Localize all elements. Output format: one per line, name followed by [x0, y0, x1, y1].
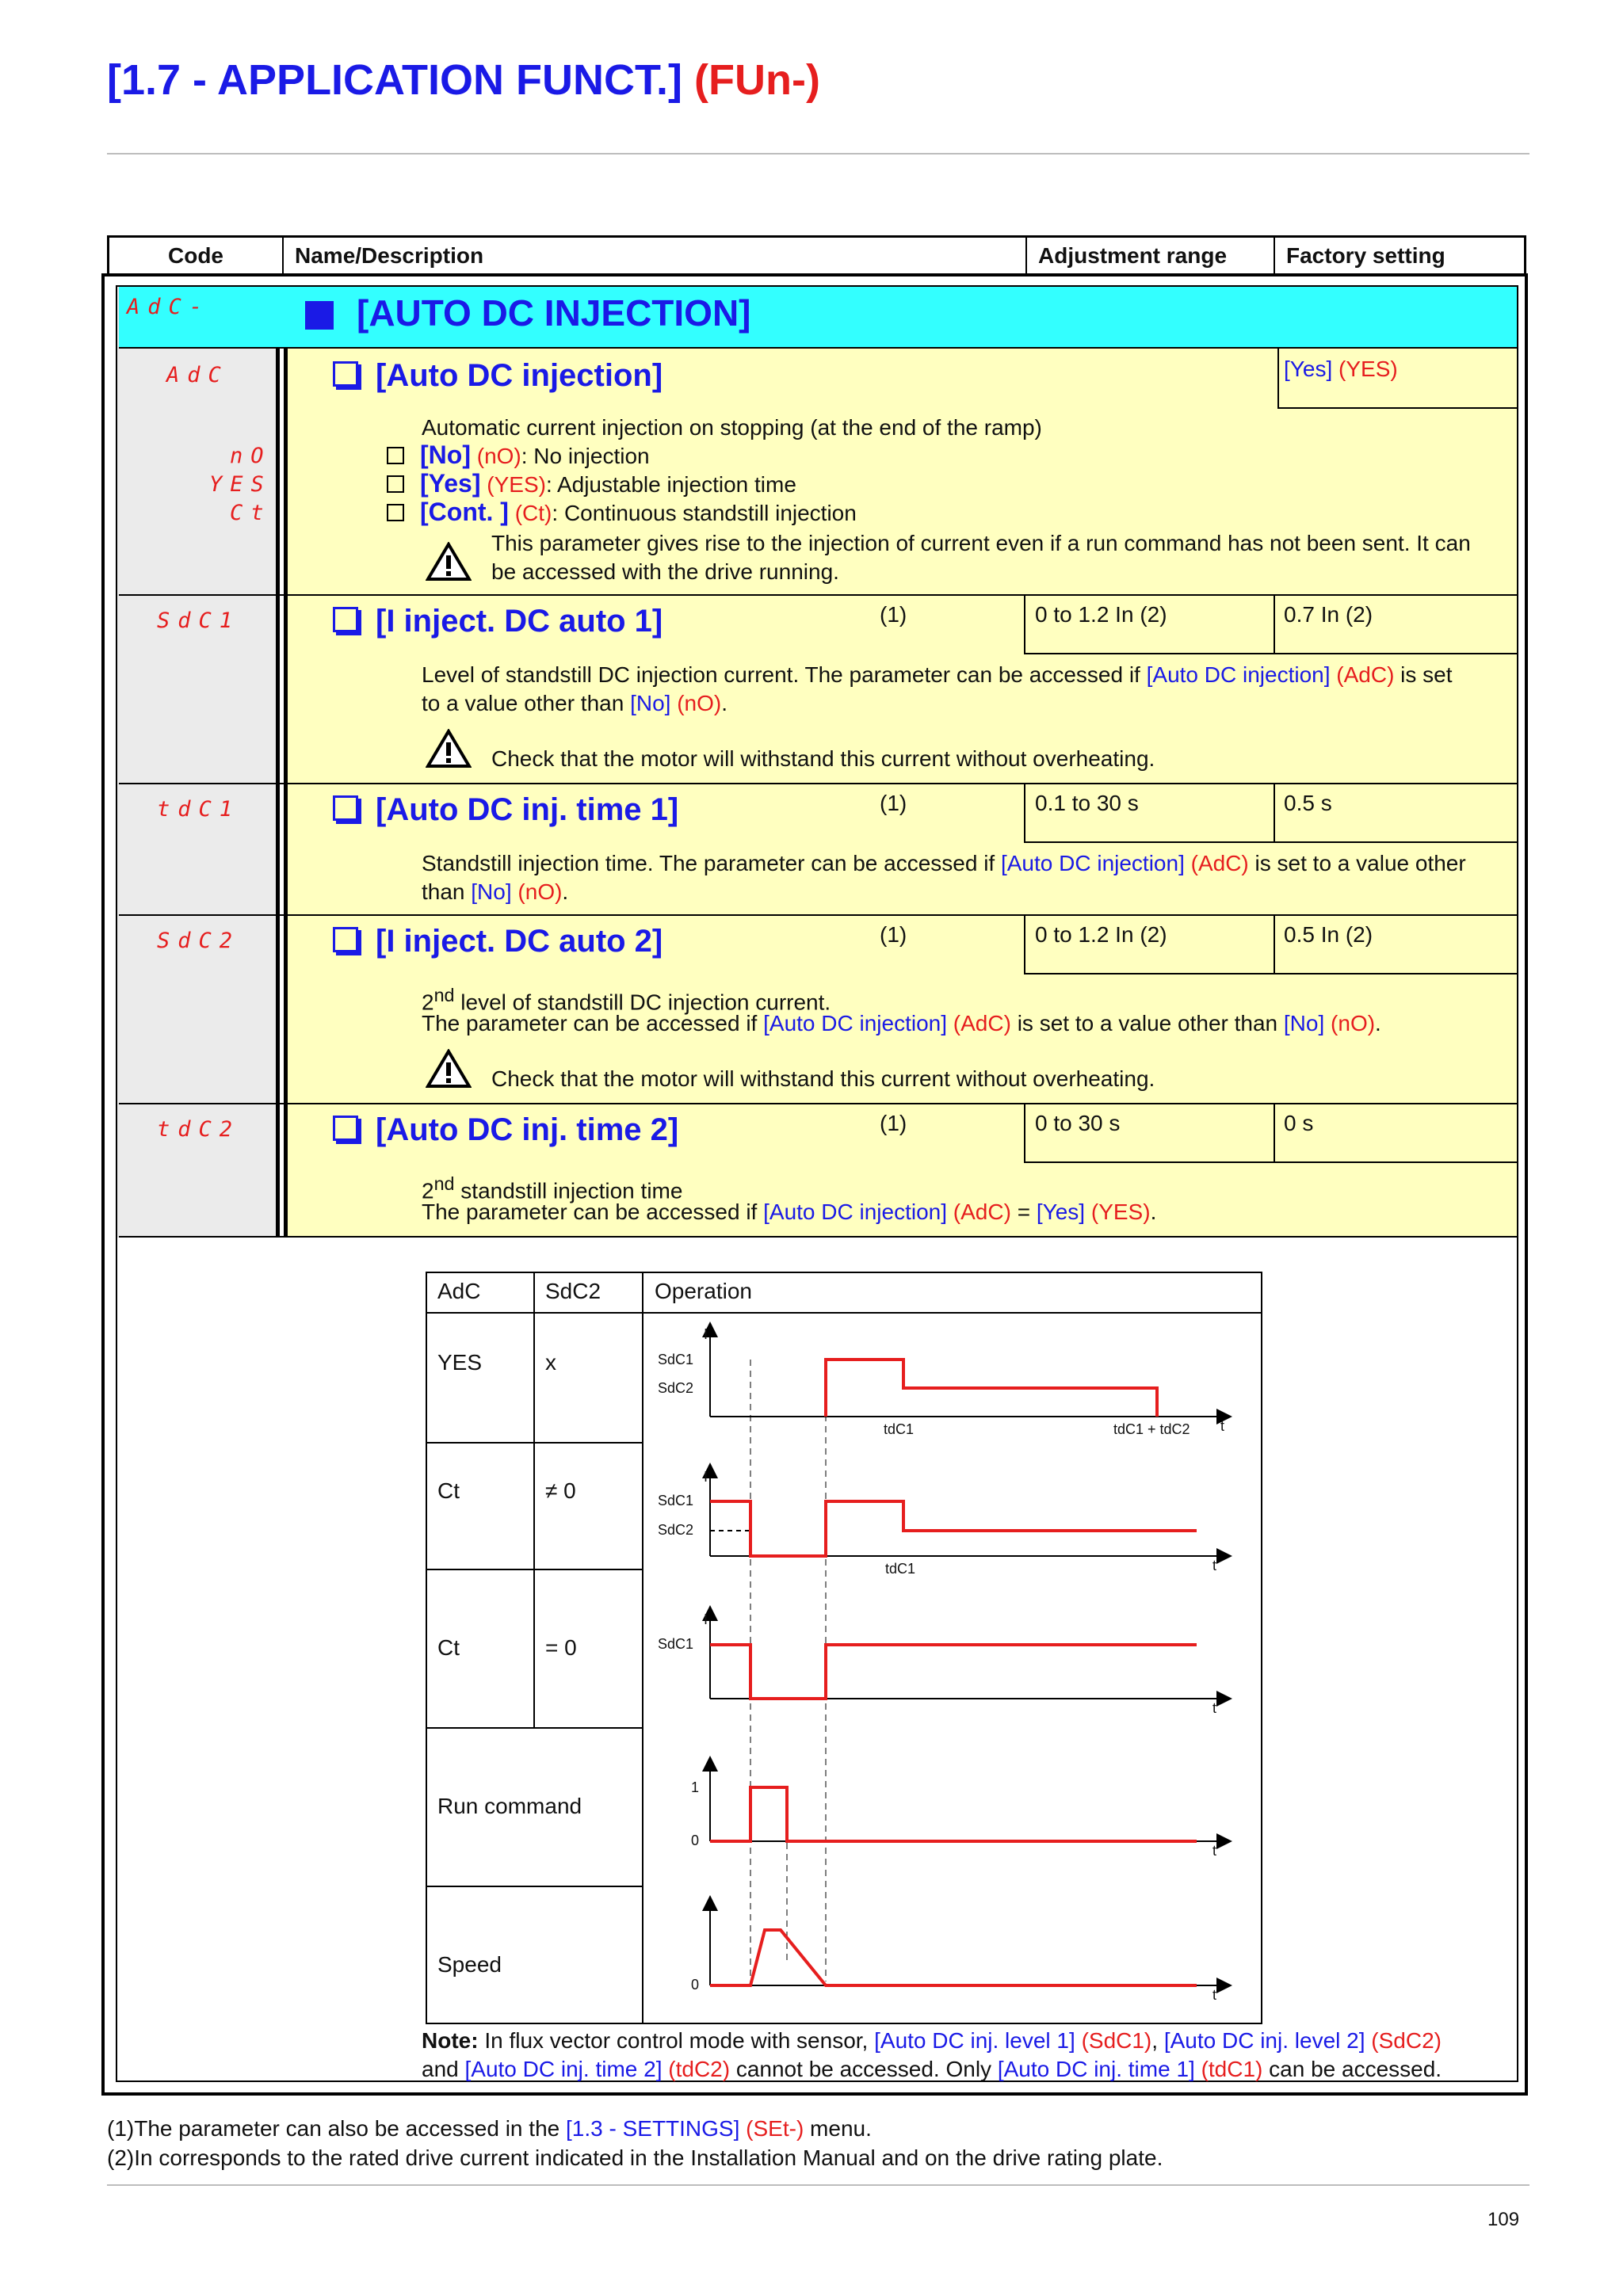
note-line-2: and [Auto DC inj. time 2] (tdC2) cannot be accessed. Only [Auto DC inj. time 1] (tdC1) can be accessed. — [422, 2057, 1442, 2081]
optable-divider — [533, 1272, 535, 1729]
param-desc-tdc1-2: than [No] (nO). — [422, 879, 569, 904]
optable-adc-yes: YES — [437, 1350, 483, 1375]
diagram-axis-t: t — [1220, 1418, 1225, 1434]
param-factory-tdc2: 0 s — [1284, 1111, 1314, 1135]
option-no: [No] (nO): No injection — [387, 441, 650, 470]
param-desc-tdc2-2: The parameter can be accessed if [Auto DC injection] (AdC) = [Yes] (YES). — [422, 1199, 1157, 1224]
table-header — [107, 235, 1526, 274]
optable-sdc2-ne0: ≠ 0 — [545, 1478, 576, 1503]
page-number: 109 — [1487, 2209, 1520, 2230]
code-separator — [276, 287, 280, 1238]
param-desc-sdc2-1: 2nd level of standstill DC injection current. — [422, 985, 831, 1015]
option-code-no: nO — [230, 444, 272, 468]
cell-divider — [1024, 594, 1025, 654]
param-code-tdc1: tdC1 — [157, 797, 241, 822]
option-yes: [Yes] (YES): Adjustable injection time — [387, 469, 796, 498]
optable-sdc2-x: x — [545, 1350, 556, 1375]
optable-divider — [426, 1727, 642, 1729]
footnote-2: (2)In corresponds to the rated drive current indicated in the Installation Manual and on the drive rating plate. — [107, 2145, 1163, 2170]
cell-divider — [1024, 914, 1025, 974]
param-desc-sdc1-2: to a value other than [No] (nO). — [422, 691, 727, 715]
cell-divider — [1024, 1103, 1025, 1163]
diagram-label-sdc1: SdC1 — [658, 1352, 694, 1367]
param-code-sdc1: SdC1 — [157, 608, 241, 633]
param-title-tdc2: [Auto DC inj. time 2] — [333, 1112, 678, 1148]
param-title-tdc1: [Auto DC inj. time 1] — [333, 792, 678, 828]
diagram-label-sdc1: SdC1 — [658, 1636, 694, 1652]
diagram-axis-t: t — [1212, 1700, 1217, 1716]
diagram-label-tdc1-tdc2: tdC1 + tdC2 — [1113, 1421, 1190, 1437]
diagram-label-sdc1: SdC1 — [658, 1493, 694, 1508]
param-desc-sdc1-1: Level of standstill DC injection current. The parameter can be accessed if [Auto DC injection] (AdC) is set — [422, 662, 1453, 687]
param-note-tdc1: (1) — [880, 791, 907, 815]
warning-icon — [426, 729, 472, 769]
optable-adc-ct: Ct — [437, 1635, 460, 1660]
checkbox-icon — [333, 927, 358, 952]
header-range: Adjustment range — [1027, 238, 1275, 274]
diagram-axis-t: t — [1212, 1558, 1217, 1573]
checkbox-icon — [333, 361, 358, 387]
param-factory-sdc2: 0.5 In (2) — [1284, 922, 1373, 947]
optable-header-adc: AdC — [437, 1279, 481, 1303]
param-title-sdc1: [I inject. DC auto 1] — [333, 604, 663, 639]
row-divider — [119, 914, 1517, 916]
cell-divider — [1024, 973, 1517, 974]
diagram-label-sdc2: SdC2 — [658, 1522, 694, 1538]
code-separator — [284, 287, 288, 1238]
optable-header-sdc2: SdC2 — [545, 1279, 601, 1303]
param-desc-tdc1-1: Standstill injection time. The parameter can be accessed if [Auto DC injection] (AdC) is set to a value other — [422, 851, 1466, 875]
warning-icon — [426, 1049, 472, 1089]
param-title-sdc2: [I inject. DC auto 2] — [333, 924, 663, 959]
optable-adc-ct: Ct — [437, 1478, 460, 1503]
param-desc-tdc2-1: 2nd standstill injection time — [422, 1173, 683, 1203]
cell-divider — [1274, 594, 1275, 654]
warning-text-sdc2: Check that the motor will withstand this current without overheating. — [491, 1066, 1155, 1091]
param-factory-tdc1: 0.5 s — [1284, 791, 1332, 815]
optable-header-operation: Operation — [655, 1279, 752, 1303]
page-title — [107, 55, 820, 105]
param-factory-sdc1: 0.7 In (2) — [1284, 602, 1373, 627]
cell-divider — [1274, 914, 1275, 974]
checkbox-icon — [333, 607, 358, 632]
diagram-label-tdc1: tdC1 — [884, 1421, 915, 1437]
cell-divider — [1024, 783, 1025, 843]
param-factory-adc: [Yes] (YES) — [1284, 357, 1398, 381]
param-note-tdc2: (1) — [880, 1111, 907, 1135]
header-factory: Factory setting — [1286, 243, 1445, 268]
header-code: Code — [109, 238, 284, 274]
diagram-label-one: 1 — [691, 1779, 700, 1795]
title-main: [1.7 - APPLICATION FUNCT.] — [107, 56, 682, 104]
param-code-sdc2: SdC2 — [157, 929, 241, 953]
title-code: (FUn-) — [694, 56, 820, 104]
optable-sdc2-eq0: = 0 — [545, 1635, 577, 1660]
footnote-1: (1)The parameter can also be accessed in the [1.3 - SETTINGS] (SEt-) menu. — [107, 2116, 872, 2141]
option-box-icon — [387, 504, 404, 521]
menu-title: [AUTO DC INJECTION] — [357, 292, 751, 334]
header-name: Name/Description — [284, 238, 1027, 274]
row-divider — [119, 594, 1517, 596]
warning-text-adc-2: be accessed with the drive running. — [491, 559, 839, 584]
row-divider — [119, 1103, 1517, 1104]
cell-divider — [1274, 783, 1275, 843]
footnotes — [107, 2114, 1163, 2172]
cell-divider — [1024, 841, 1517, 843]
param-code-tdc2: tdC2 — [157, 1117, 241, 1142]
optable-divider — [426, 1569, 642, 1570]
warning-text-sdc1: Check that the motor will withstand this current without overheating. — [491, 746, 1155, 771]
code-column — [117, 287, 276, 1238]
diagram-axis-i: I — [704, 1326, 708, 1342]
param-title-adc: [Auto DC injection] — [333, 358, 663, 394]
option-ct: [Cont. ] (Ct): Continuous standstill injection — [387, 498, 857, 527]
cell-divider — [1024, 653, 1517, 654]
param-range-sdc1: 0 to 1.2 In (2) — [1035, 602, 1167, 627]
param-code-adc: AdC — [166, 363, 229, 387]
param-note-sdc2: (1) — [880, 922, 907, 947]
param-range-tdc1: 0.1 to 30 s — [1035, 791, 1139, 815]
menu-code: AdC- — [127, 295, 211, 319]
checkbox-icon — [333, 1116, 358, 1141]
diagram-label-sdc2: SdC2 — [658, 1380, 694, 1396]
cell-divider — [1024, 1161, 1517, 1163]
option-box-icon — [387, 447, 404, 464]
option-code-ct: Ct — [230, 501, 272, 525]
note-line-1: Note: In flux vector control mode with sensor, [Auto DC inj. level 1] (SdC1), [Auto DC inj. level 2] (SdC2) — [422, 2028, 1442, 2053]
diagram-label-tdc1: tdC1 — [885, 1561, 916, 1577]
optable-speed: Speed — [437, 1952, 502, 1977]
param-desc-adc: Automatic current injection on stopping (at the end of the ramp) — [422, 415, 1042, 440]
warning-text-adc-1: This parameter gives rise to the injection of current even if a run command has not been sent. It can — [491, 531, 1471, 555]
menu-square-icon — [305, 301, 334, 330]
diagram-axis-t: t — [1212, 1843, 1217, 1859]
cell-divider — [1277, 349, 1279, 409]
footer-divider — [107, 2184, 1529, 2186]
warning-icon — [426, 542, 472, 582]
optable-divider — [426, 1442, 642, 1444]
diagram-label-zero: 0 — [691, 1977, 700, 1993]
cell-divider — [1274, 1103, 1275, 1163]
optable-run-command: Run command — [437, 1794, 582, 1818]
param-range-sdc2: 0 to 1.2 In (2) — [1035, 922, 1167, 947]
diagram-label-zero: 0 — [691, 1833, 700, 1848]
option-box-icon — [387, 475, 404, 493]
row-divider — [119, 1236, 1517, 1238]
operation-diagrams — [642, 1312, 1262, 2023]
checkbox-icon — [333, 795, 358, 821]
param-range-tdc2: 0 to 30 s — [1035, 1111, 1121, 1135]
diagram-axis-i: I — [704, 1469, 708, 1485]
option-code-yes: YES — [209, 472, 272, 497]
diagram-axis-i: I — [704, 1611, 708, 1627]
title-divider — [107, 153, 1529, 154]
param-desc-sdc2-2: The parameter can be accessed if [Auto DC injection] (AdC) is set to a value other than [No] (nO). — [422, 1011, 1381, 1035]
diagram-axis-t: t — [1212, 1987, 1217, 2003]
row-divider — [119, 783, 1517, 784]
optable-divider — [426, 1886, 642, 1887]
param-note-sdc1: (1) — [880, 602, 907, 627]
cell-divider — [1277, 407, 1517, 409]
